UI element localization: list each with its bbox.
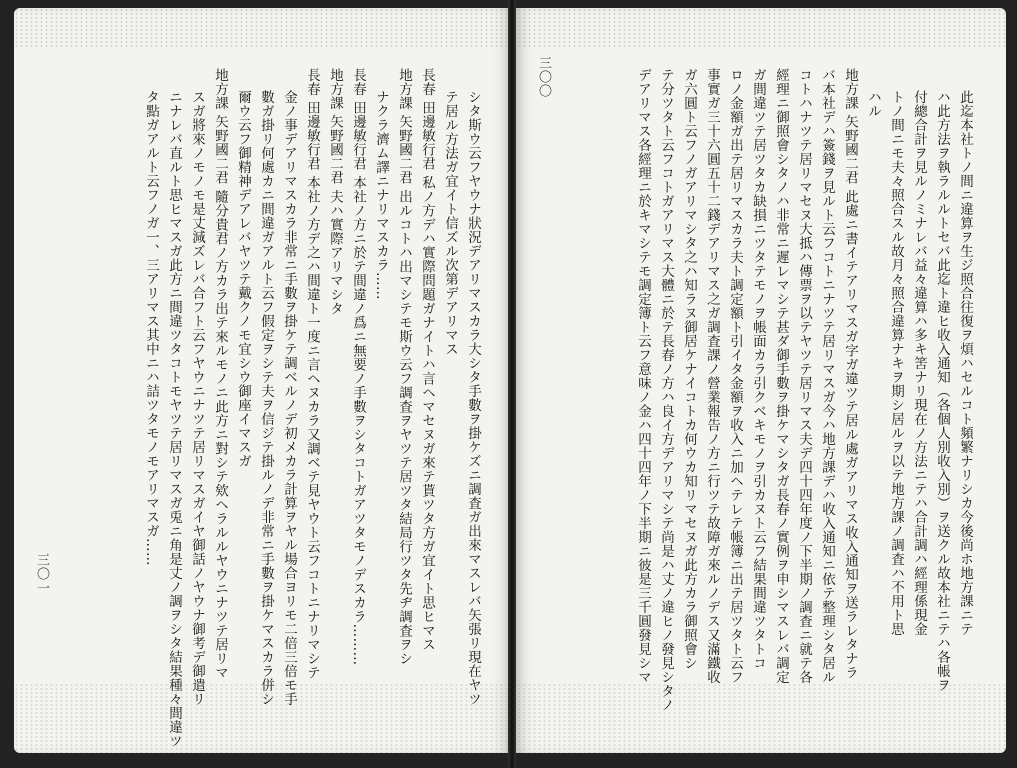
text-column: コトハナツテ居リマセヌ大抵ハ傳票ヲ以テヤツテ居リマス夫デ四十四年度ノ下半期ノ調査ニ就テ各 — [796, 68, 812, 684]
text-column: 此迄本社トノ間ニ違算ヲ生ジ照合往復ヲ煩ハセルコト頻繁ナリシカ今後尚ホ地方課ニテ — [957, 90, 973, 636]
left-page — [14, 8, 514, 753]
text-column: 事實ガ三十六圓五十二錢デアリマス之ガ調査課ノ營業報告ノ方ニ行ツテ故障ガ來ルノデス又滿鐵收 — [704, 68, 720, 684]
text-column: 長春 田邊敏行君 私ノ方デハ實際問題ガナイトハ言ヘマセヌガ來テ貰ツタ方ガ宜イト思ヒマス — [419, 68, 435, 652]
text-column: スガ將來ノモノモ是丈減ズレバ合フト云フヤウニナツテ居リマスガイヤ御話ノヤウナ御考デ御遣リ — [189, 90, 205, 706]
text-column: テ分ツタト云フコトガアリマス大體ニ於テ長春ノ方ハ良イ方デアリマシテ尚是ハ丈ノ違ヒノ發見シタノ — [658, 68, 674, 712]
text-column: ナクラ濟ム譯ニナリマスカラ…… — [373, 90, 389, 300]
text-column: 地方課 矢野國二君 隨分貴君ノ方カラ出テ來ルモノニ此方ニ對シテ欸ヘラルルヤウニナツテ居リマ — [212, 68, 228, 680]
text-column: 金ノ事デアリマスカラ非常ニ手數ヲ掛ケテ調ベルノデ初メカラ計算ヲヤル場合ヨリモ二倍三倍モ手 — [281, 90, 297, 706]
text-column: トノ間ニモ夫々照合スル故月々照合違算ナキヲ期シ居ルヲ以テ地方課ノ調査ハ不用ト思 — [888, 90, 904, 636]
text-column: ニナレバ直ルト思ヒマスガ此方ニ間違ツタコトモヤツテ居リマスガ兎ニ角是丈ノ調ヲシタ結果種々間違ツ — [166, 90, 182, 748]
text-column: タ點ガアルト云フノガ一、三アリマス其中ニハ詰ツタモノモアリマスガ…… — [143, 90, 159, 566]
text-column: 長春 田邊敏行君 本社ノ方ニ於テ間違ノ爲ニ無要ノ手數ヲシタコトガアツタモノデスカラ……… — [350, 68, 366, 666]
right-page-text — [631, 68, 976, 712]
book-gutter — [508, 0, 516, 768]
text-column: テ居ル方法ガ宜イト信ズル次第デアリマス — [442, 90, 458, 356]
text-column: 爾ウ云フ御精神デアレバヤツテ戴クノモ宜シウ御座イマスガ — [235, 90, 251, 468]
text-column: ガ六圓ト云フノガアリマシタ之ハ知ラヌ御居ケナイコトカ何ウカ知リマセヌガ此方カラ御照會シ — [681, 68, 697, 670]
text-column: ロノ金額ガ出テ居リマスカラ夫ト調定額ト引イタ金額ヲ收入ニ加ヘテレテ帳簿ニ出テ居ツタト云フ — [727, 68, 743, 684]
text-column: 地方課 矢野國二君 出ルコトハ出マシテモ斯ウ云フ調査ヲヤツテ居ツタ結局行ツタ先ヂ調査ヲシ — [396, 68, 412, 666]
text-column: 付總合計ヲ見ルノミナレバ益々違算ハ多キ筈ナリ現在ノ方法ニテハ合計調ハ經理係現金 — [911, 90, 927, 636]
page-noise-top — [512, 8, 1006, 48]
text-column: ハ此方法ヲ執ラルルトセバ此迄ト違ヒ收入通知（各個人別收入別）ヲ送クル故本社ニテハ各帳ヲ — [934, 90, 950, 692]
text-column: バ本社デハ簽錢ヲ見ルト云フコトニナツテ居リマスガ今ハ地方課デハ收入通知ニ依テ整理シタ居ル — [819, 68, 835, 684]
page-noise-top — [14, 8, 514, 48]
text-column: デアリマス各經理ニ於キマシテモ調定簿ト云フ意味ノ金ハ四十四年ノ下半期ニ彼是三千圓發見シマ — [635, 68, 651, 684]
text-column: 數ガ掛リ何處カニ間違ガアルト云フ假定ヲシテ夫ヲ信ジテ掛ルノデ非常ニ手數ヲ掛ケマスカラ併シ — [258, 90, 274, 706]
text-column: ガ間違ツテ居ツタカ缺損ニツタテモノヲ帳面カラ引クベキモノヲ引カヌト云フ結果間違ツタトコ — [750, 68, 766, 670]
text-column: 長春 田邊敏行君 本社ノ方デ之ハ間違ト一度ニ言ヘヌカラ又調ベテ見ヤウト云フコトニナリマシテ — [304, 68, 320, 680]
text-column: ハル — [865, 90, 881, 118]
text-column: 地方課 矢野國二君 夫ハ實際アリマシタ — [327, 68, 343, 316]
text-column: 經理ニ御照會シタノハ非常ニ遲レマシテ甚ダ御手數ヲ掛ケマシタガ長春ノ實例ヲ申シマスレバ調定 — [773, 68, 789, 684]
text-column: シタ斯ウ云フヤウナ狀況デアリマスカラ大シタ手數ヲ掛ケズニ調査ガ出來マスレバ矢張リ現在ヤツ — [465, 90, 481, 706]
page-number: 三〇一 — [34, 553, 49, 595]
right-page — [512, 8, 1006, 753]
text-column: 地方課 矢野國二君 此處ニ書イテアリマスガ字ガ違ツテ居ル處ガアリマス收入通知ヲ送ラレタナラ — [842, 68, 858, 680]
page-noise-bottom — [512, 683, 1006, 753]
left-page-text — [139, 68, 484, 748]
page-number: 三〇〇 — [536, 56, 551, 98]
